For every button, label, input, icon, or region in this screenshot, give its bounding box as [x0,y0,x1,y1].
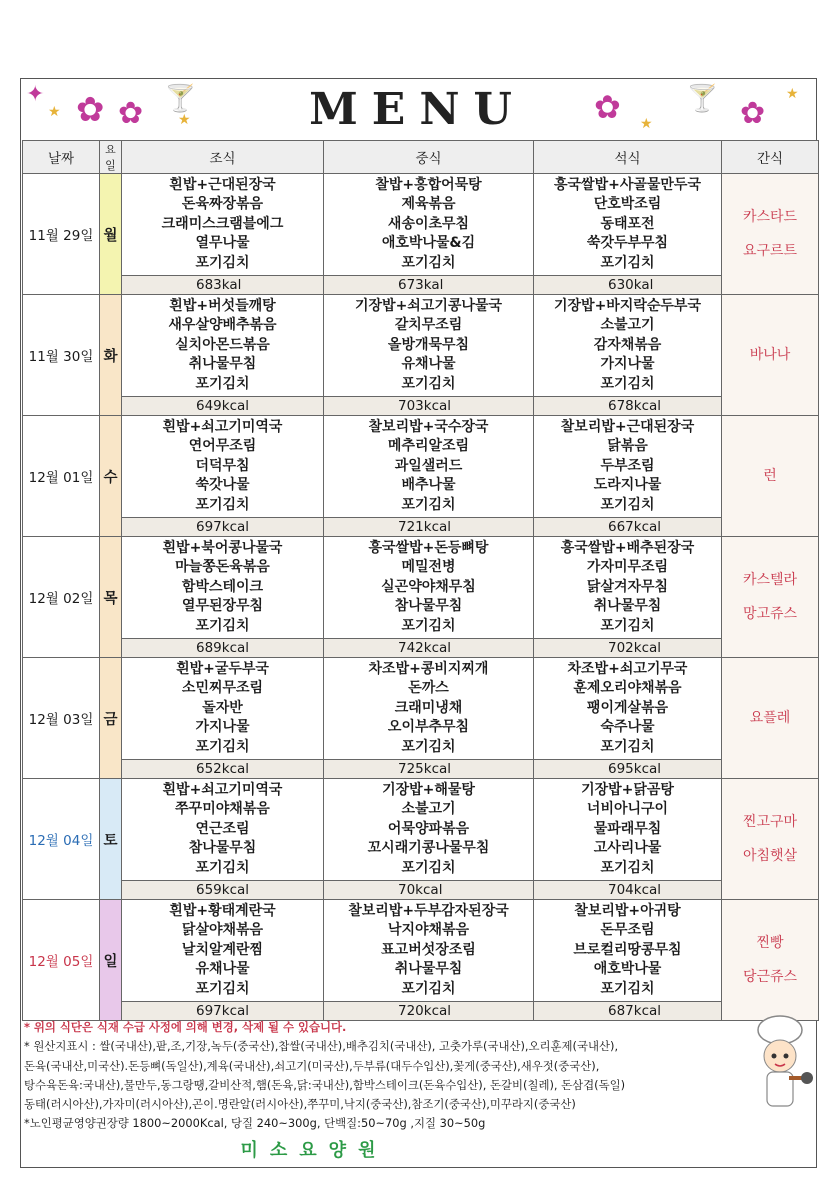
lunch-item: 크래미냉채 [394,699,463,716]
dinner-item: 고사리나물 [593,840,662,857]
kcal-cell: 687kcal [534,1002,722,1021]
snack-item: 당근쥬스 [742,969,798,985]
breakfast-item: 쑥갓나물 [195,477,250,494]
date-cell: 12월 01일 [23,416,100,537]
breakfast-item: 소민찌무조림 [181,680,264,697]
lunch-item: 기장밥+쇠고기콩나물국 [355,297,502,314]
breakfast-item: 쭈꾸미야채볶음 [175,801,270,818]
kcal-row [23,397,819,416]
dinner-item: 취나물무침 [593,598,662,615]
dinner-item: 차조밥+쇠고기무국 [567,660,688,677]
breakfast-item: 유채나물 [195,961,250,978]
header-snack: 간식 [722,141,819,174]
snack-cell [722,295,819,416]
snack-cell [722,779,819,900]
dinner-item: 브로컬리땅콩무침 [573,941,682,958]
kcal-cell: 697kcal [122,518,324,537]
header-day: 요일 [100,141,122,174]
kcal-cell: 667kcal [534,518,722,537]
kcal-cell: 652kcal [122,760,324,779]
lunch-item: 차조밥+콩비지찌개 [368,660,489,677]
dinner-cell [534,174,722,276]
breakfast-item: 열무나물 [195,235,250,252]
breakfast-cell [122,295,324,397]
kcal-cell: 702kcal [534,639,722,658]
day-row [23,174,819,276]
lunch-item: 찰보리밥+국수장국 [368,418,489,435]
breakfast-item: 취나물무침 [188,356,257,373]
snack-item: 카스텔라 [742,572,798,588]
dinner-cell [534,295,722,397]
lunch-item: 유채나물 [401,356,456,373]
breakfast-item: 함박스테이크 [181,578,264,595]
day-row [23,900,819,1002]
lunch-item: 포기김치 [401,617,456,634]
snack-cell [722,416,819,537]
kcal-cell: 720kcal [324,1002,534,1021]
day-cell: 일 [100,900,122,1021]
dinner-cell [534,900,722,1002]
breakfast-item: 열무된장무침 [181,598,264,615]
dinner-item: 가지나물 [600,356,655,373]
breakfast-item: 포기김치 [195,375,250,392]
lunch-item: 기장밥+해물탕 [382,781,475,798]
dinner-item: 소불고기 [600,317,655,334]
lunch-cell [324,779,534,881]
kcal-cell: 697kcal [122,1002,324,1021]
dinner-item: 포기김치 [600,738,655,755]
lunch-item: 포기김치 [401,980,456,997]
dinner-item: 흥국쌀밥+사골물만두국 [554,176,701,193]
lunch-item: 애호박나물&김 [381,235,476,252]
breakfast-item: 가지나물 [195,719,250,736]
breakfast-item: 흰밥+황태계란국 [169,902,276,919]
date-cell: 11월 30일 [23,295,100,416]
kcal-cell: 678kcal [534,397,722,416]
kcal-cell: 630kal [534,276,722,295]
kcal-cell: 673kal [324,276,534,295]
header-dinner: 석식 [534,141,722,174]
lunch-item: 찰밥+홍합어묵탕 [375,176,482,193]
dinner-item: 포기김치 [600,617,655,634]
origin-line: 동태(러시아산),가자미(러시아산),곤이.명란알(러시아산),쭈꾸미,낙지(중국산),참조기(중국산),미꾸라지(중국산) [24,1097,576,1112]
breakfast-cell [122,658,324,760]
snack-item: 요구르트 [742,243,798,259]
kcal-row [23,760,819,779]
header-date: 날짜 [23,141,100,174]
breakfast-cell [122,416,324,518]
lunch-item: 포기김치 [401,254,456,271]
facility-name: 미소요양원 [240,1140,388,1161]
lunch-cell [324,900,534,1002]
breakfast-item: 흰밥+굴두부국 [176,660,269,677]
kcal-cell: 695kcal [534,760,722,779]
kcal-row [23,639,819,658]
dinner-item: 단호박조림 [593,196,662,213]
chef-illustration [745,1012,815,1122]
lunch-item: 취나물무침 [394,961,463,978]
lunch-cell [324,174,534,276]
breakfast-item: 마늘쫑돈육볶음 [175,559,270,576]
lunch-item: 새송이초무침 [387,215,470,232]
star-decoration-left: ★ [48,104,61,120]
breakfast-item: 닭살야채볶음 [181,922,264,939]
header-breakfast: 조식 [122,141,324,174]
dinner-item: 두부조림 [600,457,655,474]
date-cell: 12월 02일 [23,537,100,658]
dinner-item: 가자미무조림 [586,559,669,576]
kcal-cell: 683kal [122,276,324,295]
star-decoration-left: ★ [178,112,191,128]
dinner-item: 쑥갓두부무침 [586,235,669,252]
lunch-item: 올방개묵무침 [387,336,470,353]
day-cell: 월 [100,174,122,295]
dinner-item: 물파래무침 [593,820,662,837]
flower-decoration-left: ✦ [26,82,45,107]
dinner-item: 포기김치 [600,859,655,876]
breakfast-item: 포기김치 [195,980,250,997]
lunch-cell [324,537,534,639]
snack-item: 망고쥬스 [742,606,798,622]
date-cell: 12월 04일 [23,779,100,900]
menu-table [22,140,819,1021]
dinner-item: 포기김치 [600,496,655,513]
dinner-item: 기장밥+바지락순두부국 [554,297,701,314]
kcal-row [23,881,819,900]
dinner-item: 돈무조림 [600,922,655,939]
day-cell: 화 [100,295,122,416]
breakfast-item: 흰밥+근대된장국 [169,176,276,193]
nutrition-note: *노인평균영양권장량 1800~2000Kcal, 당질 240~300g, 단백질:50~70g ,지질 30~50g [24,1116,486,1131]
origin-line: 탕수육돈육:국내산),물만두,동그랑땡,갈비산적,햄(돈육,닭:국내산),함박스테이크(돈육수입산), 돈갈비(칠레), 돈삼겹(독일) [24,1077,626,1092]
breakfast-item: 연근조림 [195,820,250,837]
lunch-item: 꼬시래기콩나물무침 [367,840,490,857]
lunch-item: 과일샐러드 [394,457,463,474]
breakfast-cell [122,174,324,276]
header-lunch: 중식 [324,141,534,174]
breakfast-cell [122,779,324,881]
lunch-item: 표고버섯장조림 [381,941,476,958]
lunch-item: 포기김치 [401,375,456,392]
day-row [23,779,819,881]
lunch-item: 소불고기 [401,801,456,818]
dinner-cell [534,416,722,518]
dinner-item: 포기김치 [600,375,655,392]
notes-warning: * 위의 식단은 식재 수급 사정에 의해 변경, 삭제 될 수 있습니다. [24,1020,347,1034]
day-cell: 토 [100,779,122,900]
lunch-item: 참나물무침 [394,598,463,615]
lunch-item: 낙지야채볶음 [387,922,470,939]
lunch-item: 어묵양파볶음 [387,820,470,837]
lunch-cell [324,658,534,760]
breakfast-item: 흰밥+버섯들깨탕 [169,297,276,314]
dinner-item: 팽이게살볶음 [586,699,669,716]
lunch-item: 갈치무조림 [394,317,463,334]
breakfast-item: 흰밥+쇠고기미역국 [162,418,283,435]
day-row [23,537,819,639]
dinner-item: 닭볶음 [607,438,648,455]
flower-decoration-right: ✿ [594,88,621,126]
kcal-cell: 649kcal [122,397,324,416]
header-row [23,141,819,174]
dinner-cell [534,537,722,639]
breakfast-item: 포기김치 [195,254,250,271]
flower-decoration-left: ✿ [76,90,105,130]
notes [24,1018,714,1134]
cocktail-icon: 🍸 [686,84,719,114]
day-cell: 수 [100,416,122,537]
breakfast-item: 연어무조림 [188,438,257,455]
kcal-cell: 704kcal [534,881,722,900]
kcal-cell: 725kcal [324,760,534,779]
lunch-cell [324,295,534,397]
snack-cell [722,537,819,658]
snack-cell [722,900,819,1021]
lunch-item: 제육볶음 [401,196,456,213]
snack-item: 바나나 [749,347,791,363]
breakfast-item: 포기김치 [195,738,250,755]
snack-cell [722,658,819,779]
breakfast-item: 포기김치 [195,496,250,513]
lunch-item: 포기김치 [401,859,456,876]
breakfast-item: 날치알계란찜 [181,941,264,958]
dinner-item: 포기김치 [600,980,655,997]
star-decoration-right: ★ [640,116,653,132]
breakfast-item: 돈육짜장볶음 [181,196,264,213]
flower-decoration-right: ✿ [740,96,766,131]
flower-decoration-left: ✿ [118,96,144,131]
breakfast-item: 더덕무침 [195,457,250,474]
breakfast-cell [122,900,324,1002]
kcal-cell: 70kcal [324,881,534,900]
snack-cell [722,174,819,295]
kcal-cell: 689kcal [122,639,324,658]
page-title: MENU [309,84,526,135]
snack-item: 요플레 [749,710,791,726]
lunch-item: 포기김치 [401,496,456,513]
dinner-item: 도라지나물 [593,477,662,494]
snack-item: 카스타드 [742,209,798,225]
breakfast-item: 실치아몬드볶음 [175,336,270,353]
snack-item: 찐고구마 [742,814,798,830]
lunch-item: 흥국쌀밥+돈등뼈탕 [368,539,489,556]
star-decoration-right: ★ [786,86,799,102]
origin-line: * 원산지표시 : 쌀(국내산),팥,조,기장,녹두(중국산),찹쌀(국내산),배추김치(국내산), 고춧가루(국내산),오리훈제(국내산), [24,1039,619,1054]
day-row [23,658,819,760]
snack-item: 런 [763,468,777,484]
dinner-item: 포기김치 [600,254,655,271]
day-row [23,416,819,518]
day-cell: 목 [100,537,122,658]
kcal-cell: 703kcal [324,397,534,416]
dinner-item: 찰보리밥+아귀탕 [574,902,681,919]
breakfast-item: 새우살양배추볶음 [168,317,277,334]
dinner-item: 감자채볶음 [593,336,662,353]
dinner-item: 찰보리밥+근대된장국 [560,418,695,435]
dinner-item: 흥국쌀밥+배추된장국 [560,539,695,556]
lunch-item: 배추나물 [401,477,456,494]
lunch-item: 메밀전병 [401,559,456,576]
lunch-item: 찰보리밥+두부감자된장국 [348,902,509,919]
kcal-row [23,518,819,537]
kcal-cell: 742kcal [324,639,534,658]
day-row [23,295,819,397]
snack-item: 아침햇살 [742,848,798,864]
lunch-item: 실곤약야채무침 [381,578,476,595]
breakfast-item: 포기김치 [195,617,250,634]
dinner-item: 애호박나물 [593,961,662,978]
dinner-item: 기장밥+닭곰탕 [581,781,674,798]
kcal-row [23,276,819,295]
dinner-item: 숙주나물 [600,719,655,736]
kcal-cell: 659kcal [122,881,324,900]
dinner-item: 동태포전 [600,215,655,232]
breakfast-item: 크래미스크램블에그 [161,215,284,232]
lunch-item: 오이부추무침 [387,719,470,736]
breakfast-item: 포기김치 [195,859,250,876]
snack-item: 찐빵 [756,935,784,951]
lunch-item: 메추리알조림 [387,438,470,455]
dinner-item: 너비아니구이 [586,801,669,818]
dinner-item: 닭살겨자무침 [586,578,669,595]
breakfast-item: 돌자반 [202,699,243,716]
origin-line: 돈육(국내산,미국산).돈등뼈(독일산),계육(국내산),쇠고기(미국산),두부류(대두수입산),꽃게(중국산),새우젓(중국산), [24,1058,600,1073]
date-cell: 12월 05일 [23,900,100,1021]
lunch-item: 포기김치 [401,738,456,755]
breakfast-cell [122,537,324,639]
lunch-item: 돈까스 [408,680,449,697]
dinner-cell [534,658,722,760]
lunch-cell [324,416,534,518]
breakfast-item: 흰밥+북어콩나물국 [162,539,283,556]
breakfast-item: 흰밥+쇠고기미역국 [162,781,283,798]
cocktail-icon: 🍸 [164,84,197,114]
dinner-item: 훈제오리야채볶음 [573,680,682,697]
day-cell: 금 [100,658,122,779]
date-cell: 11월 29일 [23,174,100,295]
date-cell: 12월 03일 [23,658,100,779]
dinner-cell [534,779,722,881]
kcal-cell: 721kcal [324,518,534,537]
breakfast-item: 참나물무침 [188,840,257,857]
